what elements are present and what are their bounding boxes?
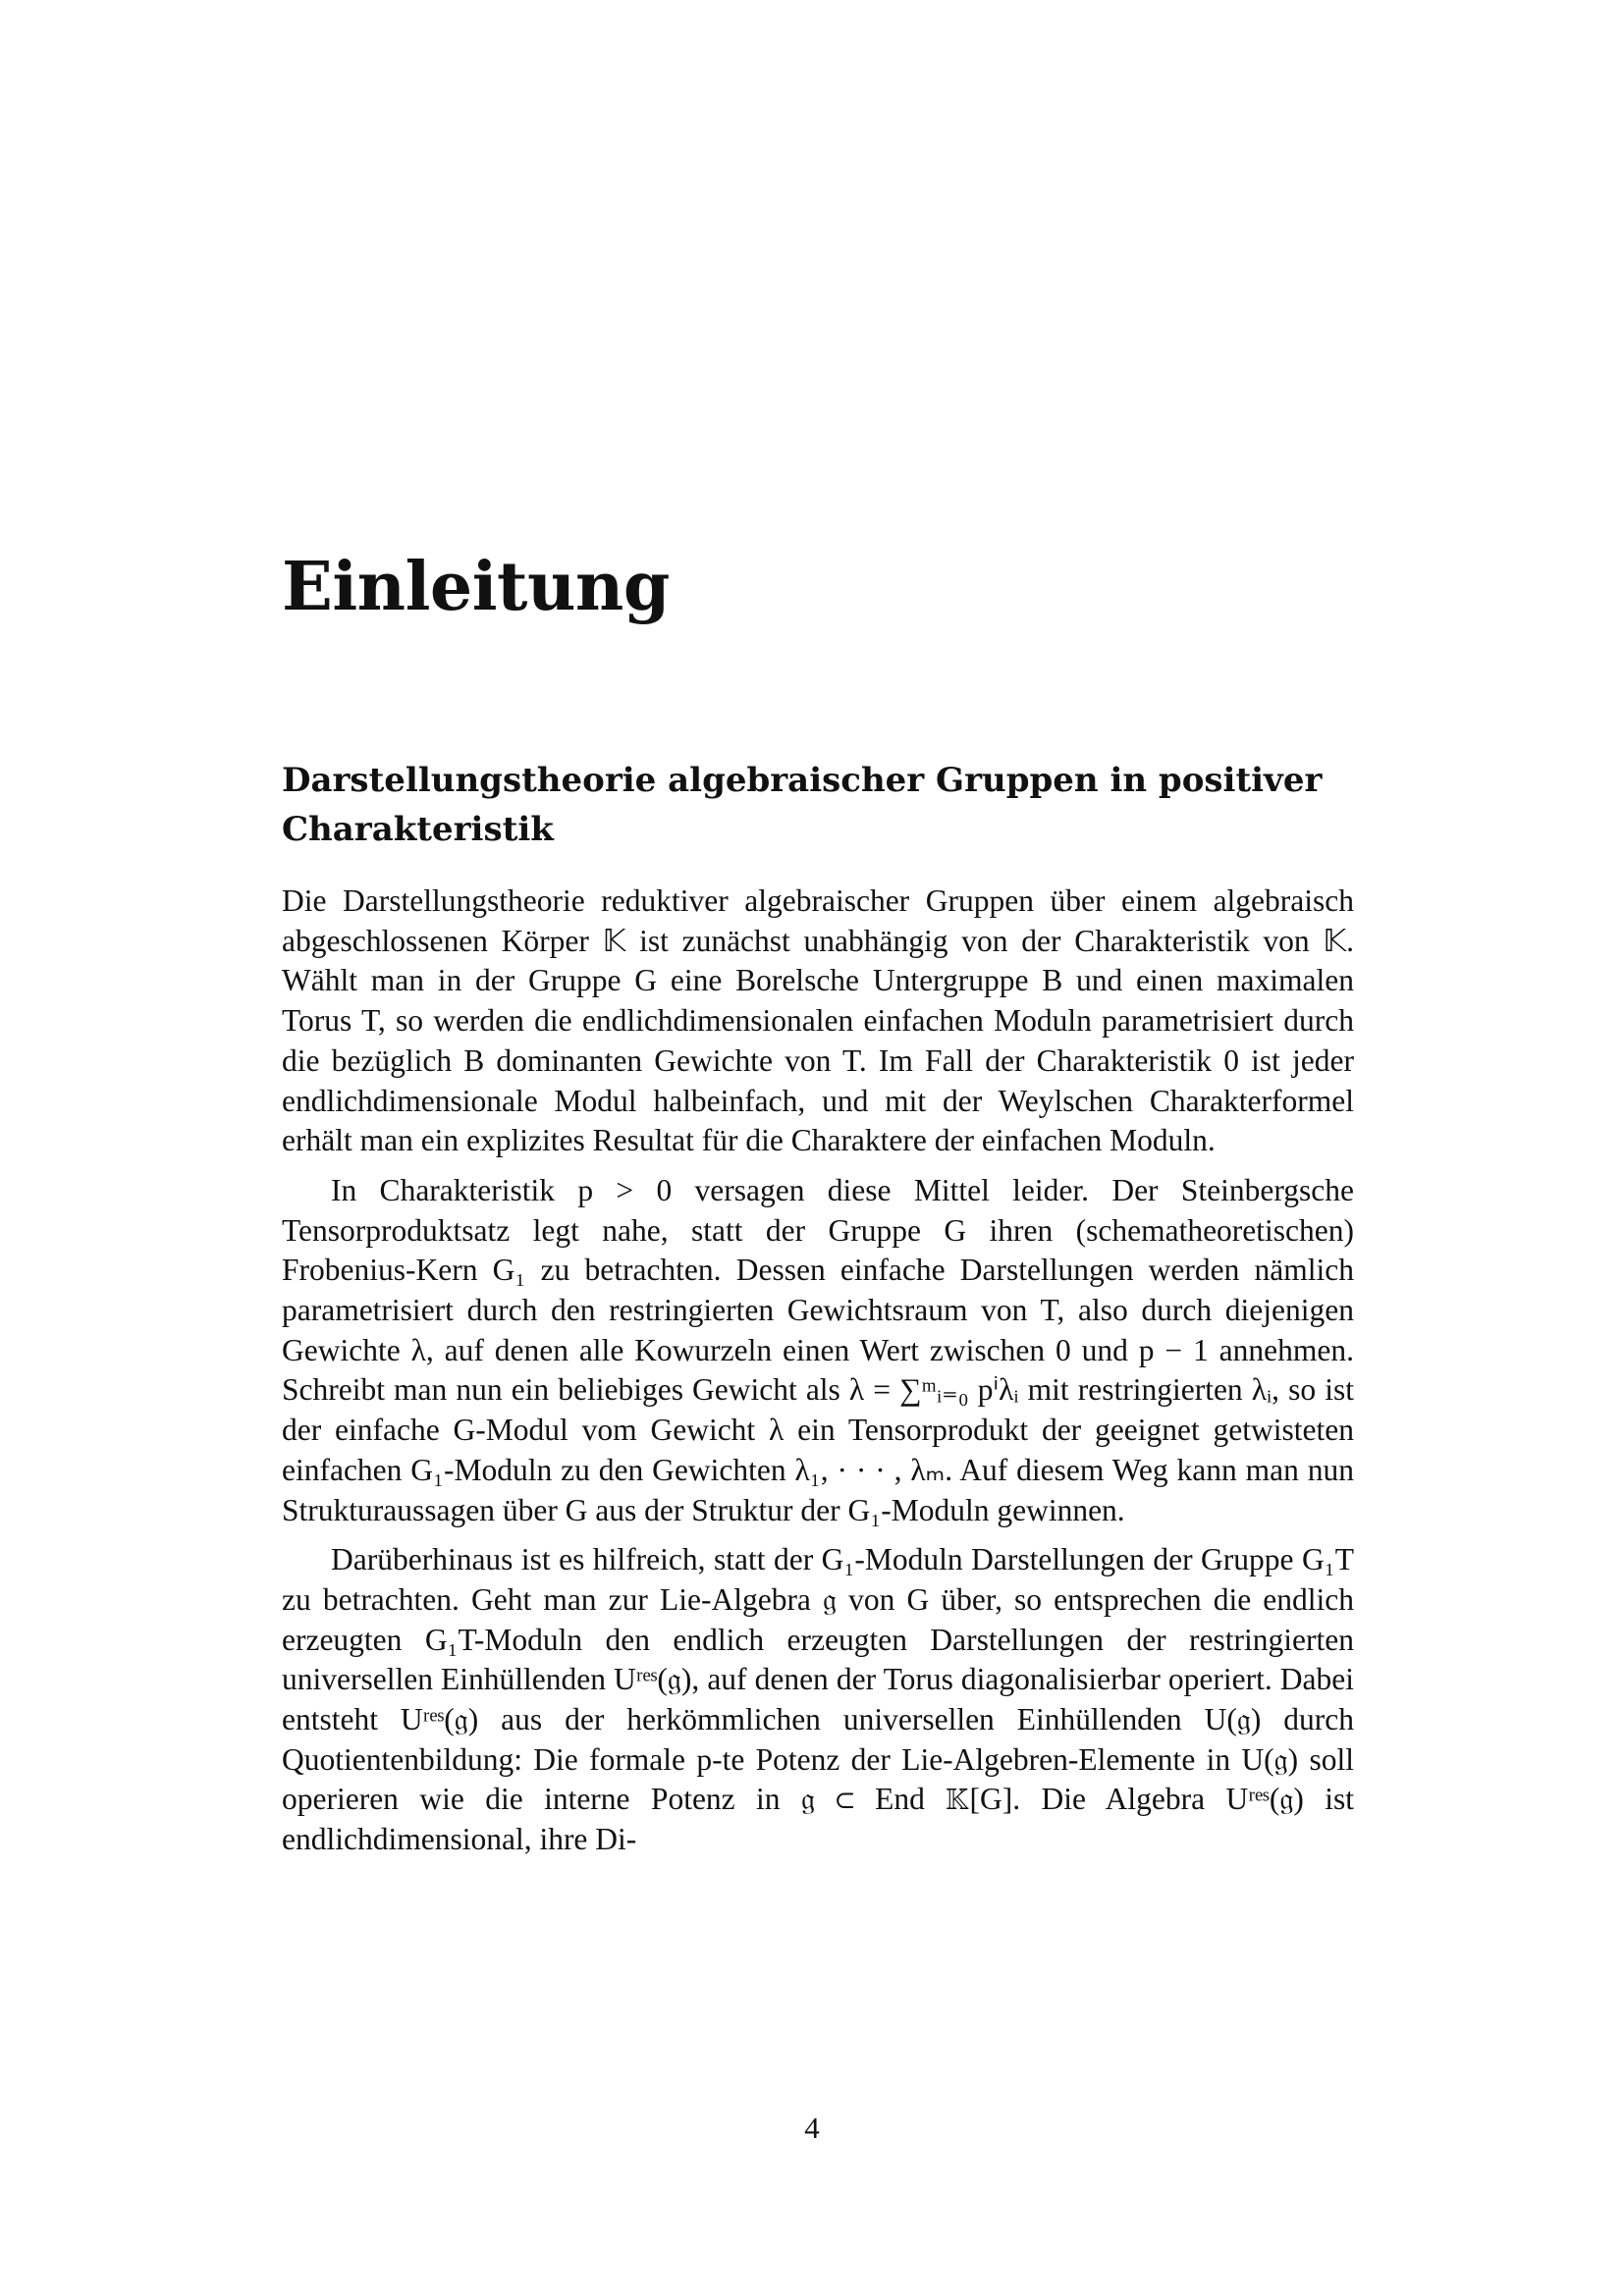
section-title: Darstellungstheorie algebraischer Gruppen in positiver Charakteristik (282, 761, 1323, 849)
page-number: 4 (804, 2110, 820, 2145)
paragraph-1: Die Darstellungstheorie reduktiver algebraischer Gruppen über einem algebraisch abgeschlossenen Körper 𝕂 ist zunächst unabhängig von der Charakteristik von 𝕂. Wählt man in der Gruppe G eine Borelsche Untergruppe B und einen maximalen Torus T, so werden die endlichdimensionalen einfachen Moduln parametrisiert durch die bezüglich B dominanten Gewichte von T. Im Fall der Charakteristik 0 ist jeder endlichdimensionale Modul halbeinfach, und mit der Weylschen Charakterformel erhält man ein explizites Resultat für die Charaktere der einfachen Moduln. (282, 883, 1354, 1158)
body-text (282, 881, 1354, 1870)
paragraph-2: In Charakteristik p > 0 versagen diese Mittel leider. Der Steinbergsche Tensorproduktsatz legt nahe, statt der Gruppe G ihren (schematheoretischen) Frobenius-Kern G₁ zu betrachten. Dessen einfache Darstellungen werden nämlich parametrisiert durch den restringierten Gewichtsraum von T, also durch diejenigen Gewichte λ, auf denen alle Kowurzeln einen Wert zwischen 0 und p − 1 annehmen. Schreibt man nun ein beliebiges Gewicht als λ = ∑ᵐᵢ₌₀ pⁱλᵢ mit restringierten λᵢ, so ist der einfache G-Modul vom Gewicht λ ein Tensorprodukt der geeignet getwisteten einfachen G₁-Moduln zu den Gewichten λ₁, · · · , λₘ. Auf diesem Weg kann man nun Strukturaussagen über G aus der Struktur der G₁-Moduln gewinnen. (282, 1172, 1354, 1527)
paragraph-3: Darüberhinaus ist es hilfreich, statt der G₁-Moduln Darstellungen der Gruppe G₁T zu betrachten. Geht man zur Lie-Algebra 𝔤 von G über, so entsprechen die endlich erzeugten G₁T-Moduln den endlich erzeugten Darstellungen der restringierten universellen Einhüllenden Uʳᵉˢ(𝔤), auf denen der Torus diagonalisierbar operiert. Dabei entsteht Uʳᵉˢ(𝔤) aus der herkömmlichen universellen Einhüllenden U(𝔤) durch Quotientenbildung: Die formale p-te Potenz der Lie-Algebren-Elemente in U(𝔤) soll operieren wie die interne Potenz in 𝔤 ⊂ End 𝕂[G]. Die Algebra Uʳᵉˢ(𝔤) ist endlichdimensional, ihre Di- (282, 1542, 1354, 1857)
chapter-title: Einleitung (282, 548, 670, 626)
